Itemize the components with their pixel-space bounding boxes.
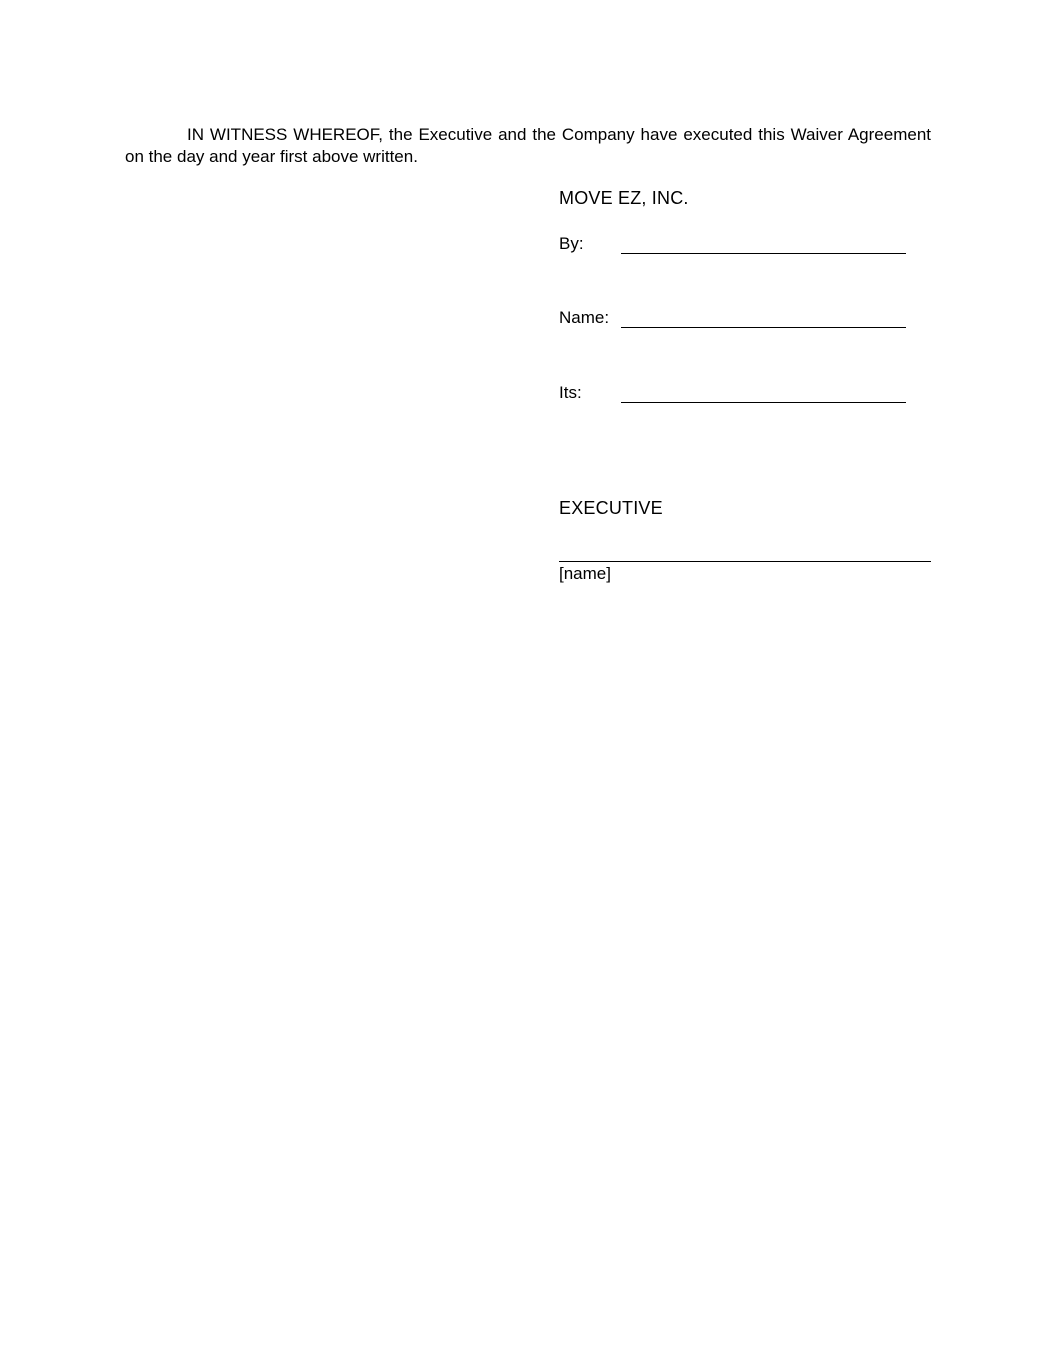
by-signature-row (559, 233, 909, 257)
its-signature-row (559, 382, 909, 406)
company-name: MOVE EZ, INC. (559, 188, 689, 208)
witness-paragraph: IN WITNESS WHEREOF, the Executive and the Company have executed this Waiver Agreement on the day and year first above written. (125, 125, 931, 166)
name-label: Name: (559, 308, 610, 327)
by-signature-line (621, 253, 906, 254)
executive-name-placeholder: [name] (559, 564, 611, 583)
name-signature-line (621, 327, 906, 328)
its-signature-line (621, 402, 906, 403)
executive-signature-line (559, 561, 931, 562)
name-signature-row (559, 307, 909, 331)
its-label: Its: (559, 383, 582, 402)
executive-heading: EXECUTIVE (559, 498, 663, 518)
by-label: By: (559, 234, 584, 253)
